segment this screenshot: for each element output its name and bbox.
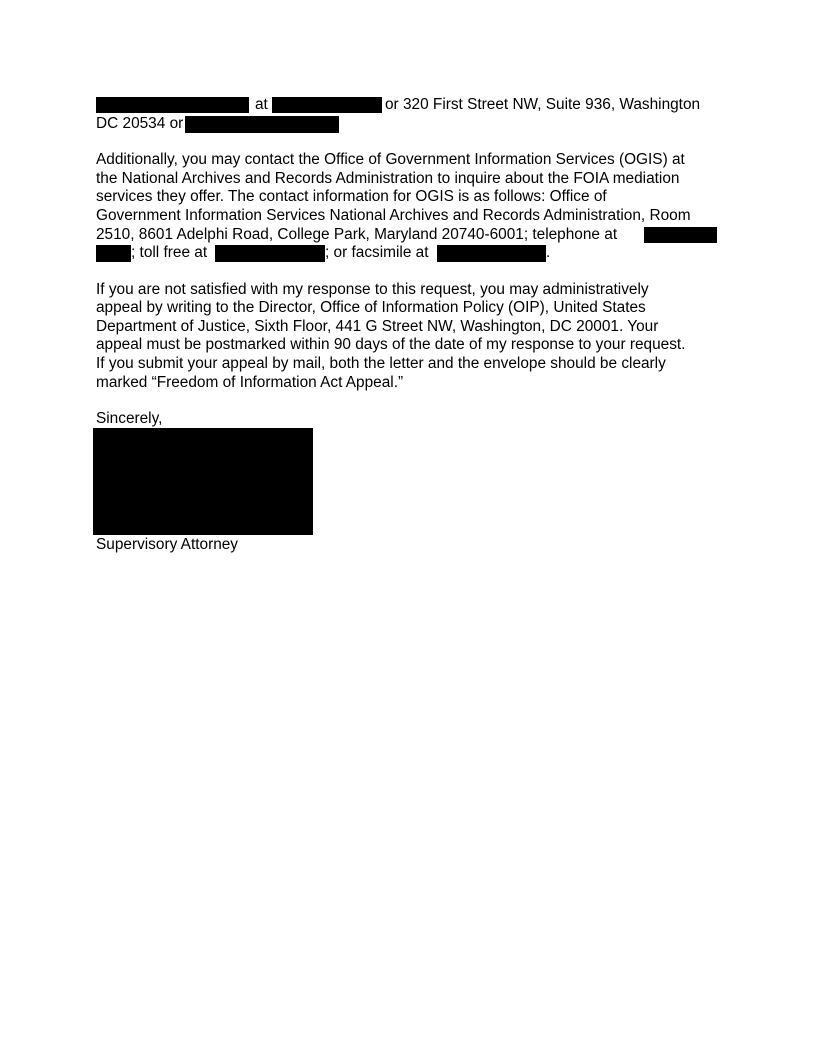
redaction-box <box>185 116 339 133</box>
text-dc-zip: DC 20534 or <box>96 115 184 132</box>
paragraph-line: Government Information Services National Archives and Records Administration, Room <box>96 207 691 224</box>
text-toll-free: ; toll free at <box>131 244 208 261</box>
redaction-box <box>96 97 249 113</box>
paragraph-line: If you submit your appeal by mail, both the letter and the envelope should be clearly <box>96 355 666 372</box>
signature-redaction <box>93 428 313 535</box>
paragraph-line: Department of Justice, Sixth Floor, 441 G Street NW, Washington, DC 20001. Your <box>96 318 659 335</box>
redaction-box <box>272 97 382 113</box>
redaction-box <box>96 245 131 262</box>
text-period: . <box>546 244 551 261</box>
paragraph-line: appeal by writing to the Director, Office of Information Policy (OIP), United States <box>96 299 646 316</box>
paragraph-line: services they offer. The contact information for OGIS is as follows: Office of <box>96 188 607 205</box>
closing: Sincerely, <box>96 410 163 427</box>
redaction-box <box>437 245 546 262</box>
paragraph-line: If you are not satisfied with my response to this request, you may administratively <box>96 281 649 298</box>
text-address: or 320 First Street NW, Suite 936, Washington <box>385 96 701 113</box>
redaction-box <box>215 245 325 262</box>
paragraph-line: 2510, 8601 Adelphi Road, College Park, Maryland 20740-6001; telephone at <box>96 226 618 243</box>
text-facsimile: ; or facsimile at <box>325 244 429 261</box>
paragraph-line: Additionally, you may contact the Office of Government Information Services (OGIS) at <box>96 151 685 168</box>
redaction-box <box>644 227 717 243</box>
paragraph-line: the National Archives and Records Administration to inquire about the FOIA mediation <box>96 170 680 187</box>
signer-title: Supervisory Attorney <box>96 536 239 553</box>
text-at: at <box>255 96 268 113</box>
paragraph-line: appeal must be postmarked within 90 days of the date of my response to your request. <box>96 336 686 353</box>
paragraph-line: marked “Freedom of Information Act Appeal.” <box>96 374 404 391</box>
